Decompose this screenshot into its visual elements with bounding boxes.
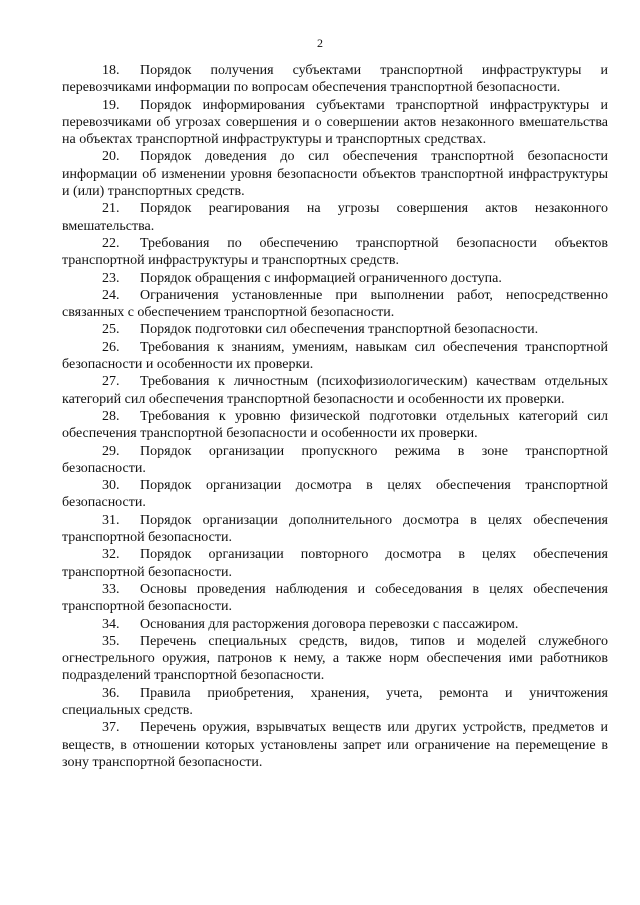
item-number: 28.: [102, 408, 120, 424]
item-number: 21.: [102, 201, 120, 217]
list-item: [62, 339, 608, 374]
list-item: [62, 270, 608, 287]
item-text: Ограничения установленные при выполнении работ, непосредственно связанных с обеспечением транспортной безопасности.: [62, 287, 608, 321]
item-number: 23.: [102, 270, 120, 286]
item-text: Основания для расторжения договора перевозки с пассажиром.: [140, 616, 519, 632]
item-number: 26.: [102, 339, 120, 355]
list-item: [62, 546, 608, 581]
item-text: Перечень оружия, взрывчатых веществ или других устройств, предметов и веществ, в отношении которых установлены запрет или ограничение на перемещение в зону транспортной безопасности.: [62, 720, 608, 770]
list-item: [62, 321, 608, 338]
item-number: 30.: [102, 478, 120, 494]
item-text: Порядок организации досмотра в целях обеспечения транспортной безопасности.: [62, 478, 608, 511]
list-item: [62, 616, 608, 633]
item-text: Требования к уровню физической подготовки отдельных категорий сил обеспечения транспортной безопасности и особенности их проверки.: [62, 408, 608, 442]
item-number: 22.: [102, 235, 120, 251]
list-item: [62, 719, 608, 771]
list-item: [62, 200, 608, 235]
item-text: Правила приобретения, хранения, учета, ремонта и уничтожения специальных средств.: [62, 685, 608, 718]
list-item: [62, 443, 608, 478]
item-text: Перечень специальных средств, видов, типов и моделей служебного огнестрельного оружия, патронов к нему, а также норм обеспечения ими работников подразделений транспортной безопасности.: [62, 633, 608, 684]
list-item: [62, 581, 608, 616]
item-number: 36.: [102, 685, 120, 701]
list-item: [62, 235, 608, 270]
item-text: Основы проведения наблюдения и собеседования в целях обеспечения транспортной безопасности.: [62, 581, 608, 615]
item-number: 27.: [102, 374, 120, 390]
item-text: Порядок подготовки сил обеспечения транспортной безопасности.: [140, 322, 539, 338]
item-text: Порядок организации пропускного режима в зоне транспортной безопасности.: [62, 443, 608, 476]
item-text: Порядок организации дополнительного досмотра в целях обеспечения транспортной безопасности.: [62, 512, 608, 546]
page-number: 2: [317, 36, 323, 50]
list-item: [62, 685, 608, 720]
list-item: [62, 148, 608, 200]
item-text: Порядок получения субъектами транспортной инфраструктуры и перевозчиками информации по вопросам обеспечения транспортной безопасности.: [62, 63, 608, 96]
list-item: [62, 373, 608, 408]
list-item: [62, 633, 608, 685]
item-number: 29.: [102, 443, 120, 459]
item-number: 19.: [102, 97, 120, 113]
item-text: Порядок информирования субъектами транспортной инфраструктуры и перевозчиками об угрозах совершения и о совершении актов незаконного вмешательства на объектах транспортной инфраструктуры и транспортных средствах.: [62, 97, 608, 148]
item-number: 25.: [102, 322, 120, 338]
item-text: Порядок организации повторного досмотра в целях обеспечения транспортной безопасности.: [62, 547, 608, 580]
item-text: Требования по обеспечению транспортной безопасности объектов транспортной инфраструктуры и транспортных средств.: [62, 235, 608, 269]
item-number: 31.: [102, 512, 120, 528]
item-text: Порядок реагирования на угрозы совершения актов незаконного вмешательства.: [62, 201, 608, 234]
item-number: 18.: [102, 63, 120, 78]
item-number: 24.: [102, 287, 120, 303]
item-number: 33.: [102, 581, 120, 597]
item-text: Порядок доведения до сил обеспечения транспортной безопасности информации об изменении уровня безопасности объектов транспортной инфраструктуры и (или) транспортных средств.: [62, 149, 608, 200]
list-item: [62, 408, 608, 443]
item-number: 20.: [102, 149, 120, 165]
item-text: Требования к знаниям, умениям, навыкам сил обеспечения транспортной безопасности и особенности их проверки.: [62, 339, 608, 373]
item-text: Порядок обращения с информацией ограниченного доступа.: [140, 270, 502, 286]
item-number: 35.: [102, 633, 120, 649]
item-list: [62, 62, 608, 771]
list-item: [62, 512, 608, 547]
item-number: 32.: [102, 547, 120, 563]
item-text: Требования к личностным (психофизиологическим) качествам отдельных категорий сил обеспечения транспортной безопасности и особенности их проверки.: [62, 374, 608, 407]
list-item: [62, 287, 608, 322]
list-item: [62, 477, 608, 512]
list-item: [62, 97, 608, 149]
item-number: 37.: [102, 720, 120, 736]
list-item: [62, 62, 608, 97]
item-number: 34.: [102, 616, 120, 632]
